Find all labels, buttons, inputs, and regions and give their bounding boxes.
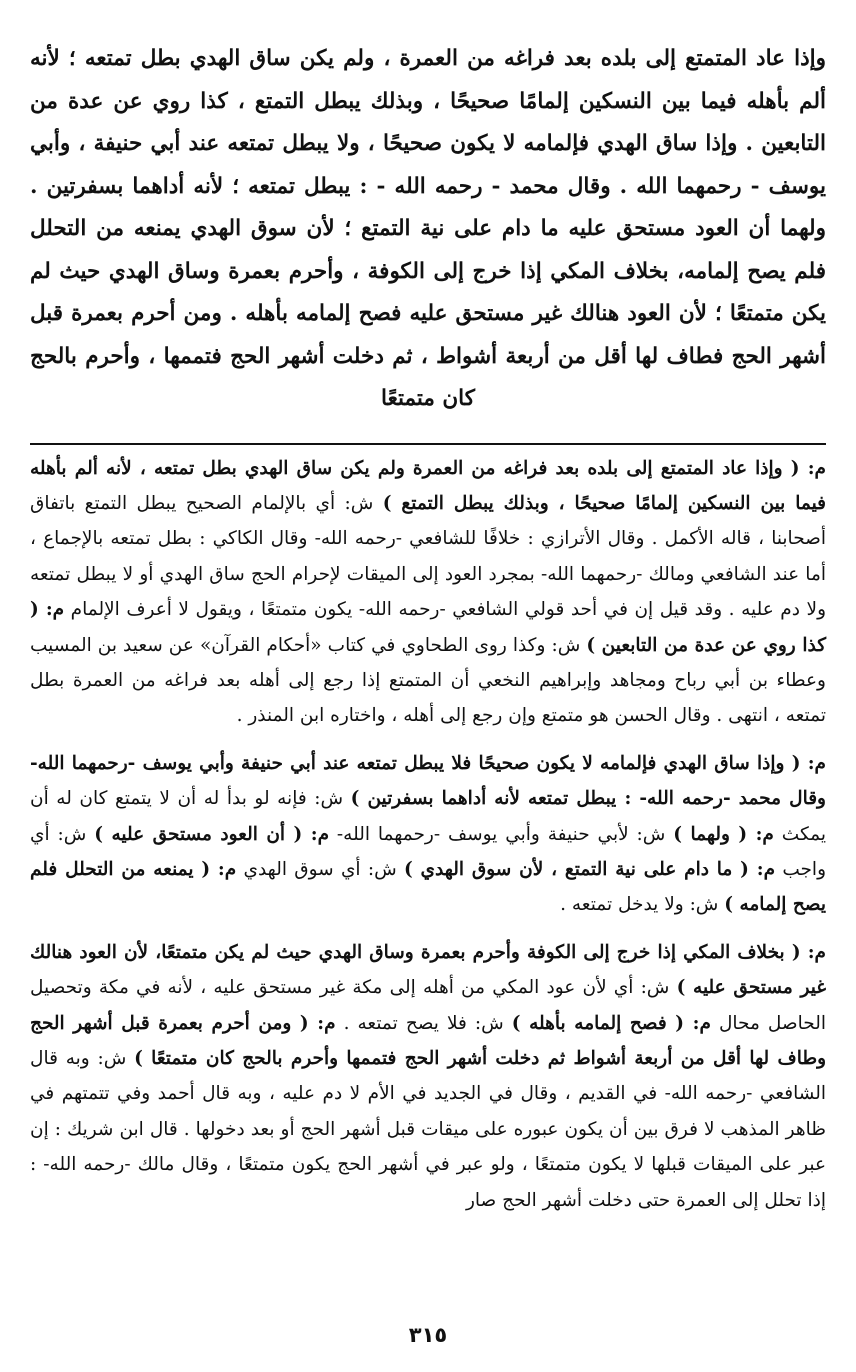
matn-quote: م: ( يمنعه من التحلل فلم يصح إلمامه ) [30,858,826,916]
commentary-text: ش: لأبي حنيفة وأبي يوسف -رحمهما الله- [329,823,674,845]
matn-text-block: وإذا عاد المتمتع إلى بلده بعد فراغه من العمرة ، ولم يكن ساق الهدي بطل تمتعه ؛ لأنه ألم بأهله فيما بين النسكين إلمامًا صحيحًا ، وبذلك يبطل التمتع ، كذا روي عن عدة من التابعين . وإذا ساق الهدي فإلمامه لا يكون صحيحًا ، ولا يبطل تمتعه عند أبي حنيفة ، وأبي يوسف - رحمهما الله . وقال محمد - رحمه الله - : يبطل تمتعه ؛ لأنه أداهما بسفرتين . ولهما أن العود مستحق عليه ما دام على نية التمتع ؛ لأن سوق الهدي يمنعه من التحلل فلم يصح إلمامه، بخلاف المكي إذا خرج إلى الكوفة ، وأحرم بعمرة وساق الهدي حيث لم يكن متمتعًا ؛ لأن العود هنالك غير مستحق عليه فصح إلمامه بأهله . ومن أحرم بعمرة قبل أشهر الحج فطاف لها أقل من أربعة أشواط ، ثم دخلت أشهر الحج فتممها ، وأحرم بالحج كان متمتعًا [30,46,826,411]
commentary-text: ش: أي سوق الهدي [236,858,404,880]
matn-quote: م: ( فصح إلمامه بأهله ) [511,1012,711,1034]
commentary-paragraph [30,935,826,1218]
commentary-text: ش: وبه قال الشافعي -رحمه الله- في القديم ، وقال في الجديد في الأم لا دم عليه ، وبه قال أحمد وفي تتمتهم في ظاهر المذهب لا فرق بين أن يكون عبوره على ميقات قبل أشهر الحج أو بعد دخولها . قال ابن شريك : إن عبر على الميقات قبلها لا يكون متمتعًا ، ولو عبر في أشهر الحج يكون متمتعًا ، وقال مالك -رحمه الله- : إذا تحلل إلى العمرة حتى دخلت أشهر الحج صار [30,1048,826,1211]
commentary-text: ش: فإنه لو بدأ له أن لا يتمتع كان له أن يمكث [30,788,826,845]
matn-quote: م: ( كذا روي عن عدة من التابعين ) [30,599,827,656]
matn-quote: م: ( ومن أحرم بعمرة قبل أشهر الحج وطاف لها أقل من أربعة أشواط ثم دخلت أشهر الحج فتممها وأحرم بالحج كان متمتعًا ) [30,1012,826,1069]
commentary-text: ش: أي لأن عود المكي من أهله إلى مكة غير مستحق عليه ، لأنه في مكة وتحصيل الحاصل محال [30,977,826,1034]
footnote-separator-rule [30,443,826,445]
sharh-commentary [30,451,826,1219]
matn-quote: م: ( وإذا عاد المتمتع إلى بلده بعد فراغه من العمرة ولم يكن ساق الهدي بطل تمتعه ، لأنه ألم بأهله فيما بين النسكين إلمامًا صحيحًا ، وبذلك يبطل التمتع ) [30,457,826,514]
commentary-text: ش: ولا يدخل تمتعه . [560,894,725,916]
matn-quote: م: ( وإذا ساق الهدي فإلمامه لا يكون صحيحًا فلا يبطل تمتعه عند أبي حنيفة وأبي يوسف -رحمهما الله- وقال محمد -رحمه الله- : يبطل تمتعه لأنه أداهما بسفرتين ) [30,752,826,810]
commentary-text: ش: أي واجب [30,823,826,880]
matn-quote: م: ( ولهما ) [673,823,774,845]
matn-quote: م: ( بخلاف المكي إذا خرج إلى الكوفة وأحرم بعمرة وساق الهدي حيث لم يكن متمتعًا، لأن العود هنالك غير مستحق عليه ) [30,941,826,999]
document-page [30,38,826,1358]
commentary-text: ش: أي بالإلمام الصحيح يبطل التمتع باتفاق أصحابنا ، قاله الأكمل . وقال الأترازي : خلافًا للشافعي -رحمه الله- وقال الكاكي : بطل تمتعه بالإجماع ، أما عند الشافعي ومالك -رحمهما الله- بمجرد العود إلى الميقات لإحرام الحج ساق الهدي أو لا يبطل تمتعه ولا دم عليه . وقد قيل إن في أحد قولي الشافعي -رحمه الله- يكون متمتعًا ، ويقول لا أعرف الإلمام [30,492,826,621]
matn-quote: م: ( أن العود مستحق عليه ) [94,823,330,845]
commentary-text: ش: فلا يصح تمتعه . [335,1012,512,1034]
commentary-text: ش: وكذا روى الطحاوي في كتاب «أحكام القرآن» عن سعيد بن المسيب وعطاء بن أبي رباح ومجاهد وإبراهيم النخعي أن المتمتع إذا رجع إلى أهله بعد فراغه من العمرة بطل تمتعه ، انتهى . وقال الحسن هو متمتع وإن رجع إلى أهله ، واختاره ابن المنذر . [30,634,826,727]
commentary-paragraph [30,451,826,734]
matn-quote: م: ( ما دام على نية التمتع ، لأن سوق الهدي ) [403,858,776,880]
commentary-paragraph [30,746,826,923]
page-number: ٣١٥ [408,1323,448,1347]
